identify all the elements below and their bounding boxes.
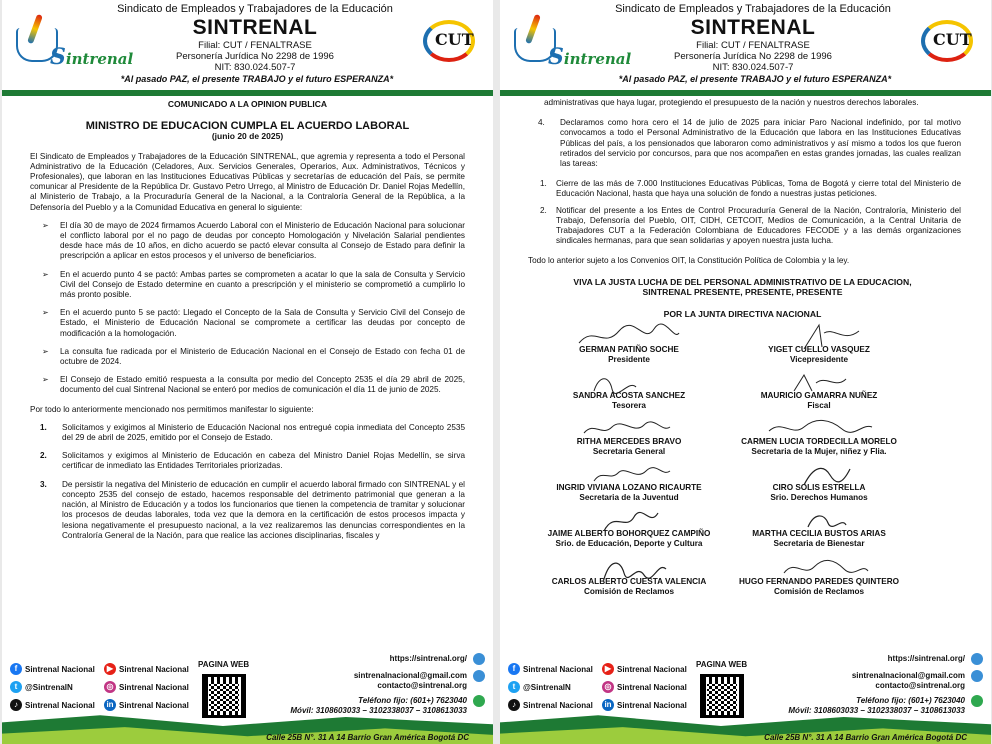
viva-slogan bbox=[524, 277, 961, 298]
viva-line: SINTRENAL PRESENTE, PRESENTE, PRESENTE bbox=[642, 287, 843, 298]
signatory-name: JAIME ALBERTO BOHORQUEZ CAMPIÑO bbox=[547, 528, 711, 538]
document-body bbox=[2, 98, 493, 652]
twitter-icon: t bbox=[508, 681, 520, 693]
instagram-icon: ◎ bbox=[104, 681, 116, 693]
manifest-paragraph: Por todo lo anteriormente mencionado nos permitimos manifestar lo siguiente: bbox=[30, 404, 314, 414]
item-number: 1. bbox=[540, 179, 547, 189]
signatory-name: MARTHA CECILIA BUSTOS ARIAS bbox=[752, 528, 886, 538]
document-page-2 bbox=[500, 0, 991, 744]
numbered-item-text: Solicitamos y exigimos al Ministerio de Educación Nacional nos entregué copia inmediata del Concepto 2535 del 29 de abril de 2025, emitido por el Consejo de Estado. bbox=[62, 422, 465, 443]
list-item-text: En el acuerdo punto 5 se pactó: Llegado el Concepto de la Sala de Consulta y Servicio Civil del Consejo de Estado, el Ministerio de Educación Nacional se compromete a certificar las deudas por concepto de modificación a la homologación. bbox=[60, 308, 465, 338]
numbered-item bbox=[40, 423, 465, 443]
signatory bbox=[534, 437, 724, 457]
signatory-role: Fiscal bbox=[807, 400, 831, 410]
nit: NIT: 830.024.507-7 bbox=[712, 62, 794, 73]
phone-icon bbox=[473, 695, 485, 707]
signatory-name: INGRID VIVIANA LOZANO RICAURTE bbox=[556, 482, 702, 492]
website-url: https://sintrenal.org/ bbox=[389, 654, 467, 663]
signatory-name: CARMEN LUCIA TORDECILLA MORELO bbox=[741, 436, 897, 446]
facebook-link[interactable] bbox=[10, 662, 95, 676]
signatory bbox=[724, 437, 914, 457]
social-label: @SintrenalN bbox=[25, 682, 73, 692]
instagram-icon: ◎ bbox=[602, 681, 614, 693]
list-item bbox=[42, 270, 465, 301]
item-number: 3. bbox=[40, 479, 47, 489]
list-item-text: En el acuerdo punto 4 se pactó: Ambas partes se comprometen a acatar lo que la sala de Consulta y Servicio Civil del Consejo de Estado determine en cuanto a prescripción y el ministerio se comprometió a cumplirlo lo más pronto posible. bbox=[60, 269, 465, 300]
footer bbox=[2, 652, 493, 744]
task-item-text: Cierre de las más de 7.000 Instituciones Educativas Públicas, Toma de Bogotá y cierre total del Ministerio de Educación Nacional, hasta que haya una solución de fondo a nuestras justas peticiones. bbox=[556, 179, 961, 199]
qr-code-icon[interactable] bbox=[700, 674, 744, 718]
address: Calle 25B N°. 31 A 14 Barrio Gran América Bogotá DC bbox=[266, 733, 469, 742]
phone-line bbox=[275, 696, 485, 707]
signatory-name: GERMAN PATIÑO SOCHE bbox=[579, 344, 679, 354]
facebook-icon: f bbox=[10, 663, 22, 675]
signatory bbox=[534, 345, 724, 365]
comunicado-heading: COMUNICADO A LA OPINION PUBLICA bbox=[167, 99, 328, 109]
contact-block bbox=[275, 654, 485, 717]
youtube-link[interactable] bbox=[104, 662, 189, 676]
address: Calle 25B N°. 31 A 14 Barrio Gran América Bogotá DC bbox=[764, 733, 967, 742]
arrow-bullet-icon: ➢ bbox=[42, 375, 49, 385]
youtube-icon: ▶ bbox=[104, 663, 116, 675]
linkedin-link[interactable] bbox=[104, 698, 189, 712]
social-label: Sintrenal Nacional bbox=[523, 664, 593, 674]
brand-name: SINTRENAL bbox=[192, 16, 318, 39]
logo-text: intrenal bbox=[65, 50, 134, 68]
email-link[interactable] bbox=[275, 671, 485, 682]
task-item bbox=[540, 206, 961, 247]
email-icon bbox=[473, 670, 485, 682]
facebook-link[interactable] bbox=[508, 662, 593, 676]
phone-line bbox=[773, 696, 983, 707]
arrow-bullet-icon: ➢ bbox=[42, 220, 49, 230]
logo-text: intrenal bbox=[563, 50, 632, 68]
filial: Filial: CUT / FENALTRASE bbox=[696, 40, 810, 51]
personeria: Personería Jurídica No 2298 de 1996 bbox=[674, 51, 832, 62]
tiktok-icon: ♪ bbox=[508, 699, 520, 711]
signature-scribble bbox=[764, 555, 874, 583]
phone-text: Teléfono fijo: (601+) 7623040 bbox=[358, 695, 467, 705]
signatory-role: Secretaria de Bienestar bbox=[773, 538, 865, 548]
globe-icon bbox=[971, 653, 983, 665]
social-label: Sintrenal Nacional bbox=[119, 682, 189, 692]
email-text: contacto@sintrenal.org bbox=[377, 681, 467, 690]
signature-scribble bbox=[574, 461, 684, 489]
filial: Filial: CUT / FENALTRASE bbox=[198, 40, 312, 51]
signature-scribble bbox=[574, 415, 684, 443]
youtube-link[interactable] bbox=[602, 662, 687, 676]
cut-text: CUT bbox=[435, 30, 474, 49]
signatory bbox=[534, 483, 724, 503]
email-link[interactable] bbox=[773, 671, 983, 682]
pagina-web-label: PAGINA WEB bbox=[696, 660, 748, 669]
list-item-text: La consulta fue radicada por el Ministerio de Educación Nacional en el Consejo de Estado con fecha 01 de octubre de 2024. bbox=[60, 346, 465, 367]
signatory bbox=[724, 577, 914, 597]
list-item bbox=[42, 308, 465, 339]
phone-icon bbox=[971, 695, 983, 707]
logo-letter: S bbox=[50, 44, 66, 70]
signature-block bbox=[514, 323, 961, 625]
numbered-item bbox=[40, 480, 465, 541]
signatory-role: Srio. de Educación, Deporte y Cultura bbox=[555, 538, 703, 548]
signatory-role: Comisión de Reclamos bbox=[583, 586, 675, 596]
signature-scribble bbox=[764, 507, 874, 535]
email-link[interactable] bbox=[275, 681, 485, 692]
motto: *Al pasado PAZ, el presente TRABAJO y el futuro ESPERANZA* bbox=[618, 74, 892, 84]
cut-logo bbox=[913, 12, 983, 68]
tiktok-link[interactable] bbox=[10, 698, 95, 712]
mobile-line bbox=[275, 706, 485, 717]
email-text: sintrenalnacional@gmail.com bbox=[851, 670, 965, 680]
twitter-link[interactable] bbox=[10, 680, 73, 694]
continuation-paragraph: administrativas que haya lugar, protegiendo el presupuesto de la nación y nuestros derechos laborales. bbox=[544, 98, 919, 107]
signatory-role: Srio. Derechos Humanos bbox=[770, 492, 868, 502]
item-number: 2. bbox=[40, 451, 47, 461]
cut-text: CUT bbox=[933, 30, 972, 49]
signature-scribble bbox=[574, 555, 684, 583]
social-label: @SintrenalN bbox=[523, 682, 571, 692]
arrow-bullet-icon: ➢ bbox=[42, 308, 49, 318]
arrow-bullet-icon: ➢ bbox=[42, 269, 49, 279]
email-text: sintrenalnacional@gmail.com bbox=[353, 670, 467, 680]
task-item bbox=[540, 179, 961, 199]
signature-scribble bbox=[574, 369, 684, 397]
motto: *Al pasado PAZ, el presente TRABAJO y el futuro ESPERANZA* bbox=[120, 74, 394, 84]
facebook-icon: f bbox=[508, 663, 520, 675]
signature-scribble bbox=[574, 323, 684, 351]
junta-heading: POR LA JUNTA DIRECTIVA NACIONAL bbox=[663, 308, 822, 319]
signatory-role: Secretaria de la Juventud bbox=[579, 492, 679, 502]
item-number: 1. bbox=[40, 422, 47, 432]
signatory-name: MAURICIO GAMARRA NUÑEZ bbox=[760, 390, 878, 400]
email-icon bbox=[971, 670, 983, 682]
signatory bbox=[534, 529, 724, 549]
instagram-link[interactable] bbox=[602, 680, 687, 694]
social-label: Sintrenal Nacional bbox=[119, 700, 189, 710]
signatory-role: Presidente bbox=[608, 354, 650, 364]
instagram-link[interactable] bbox=[104, 680, 189, 694]
website-link[interactable] bbox=[275, 654, 485, 665]
signature-scribble bbox=[764, 369, 874, 397]
tiktok-icon: ♪ bbox=[10, 699, 22, 711]
signature-scribble bbox=[764, 323, 874, 351]
mobile-line bbox=[773, 706, 983, 717]
signatory bbox=[534, 391, 724, 411]
signatory bbox=[724, 391, 914, 411]
viva-line: VIVA LA JUSTA LUCHA DE DEL PERSONAL ADMINISTRATIVO DE LA EDUCACION, bbox=[573, 276, 912, 287]
signature-scribble bbox=[764, 461, 874, 489]
numbered-item-text: De persistir la negativa del Ministerio de educación en cumplir el acuerdo laboral firmado con SINTRENAL y el concepto 2535 del consejo de estado, hacemos responsable del detrimento patrimonial que generan a la nación, al Ministro de Educación y a todos los funcionarios que tienen la competencia de tramitar y solucionar los procesos de deudas laborales, toda vez que la demora en la certificación de estos procesos impacta y lesiona negativamente el presupuesto nacional, a la vez realizaremos las denuncias correspondientes en la Contraloría General de la Nación, para que realice las acciones disciplinarias, fiscales y bbox=[62, 479, 465, 540]
mobile-text: Móvil: 3108603033 – 3102338037 – 3108613033 bbox=[290, 706, 467, 715]
social-label: Sintrenal Nacional bbox=[617, 682, 687, 692]
numbered-item bbox=[40, 451, 465, 471]
phone-text: Teléfono fijo: (601+) 7623040 bbox=[856, 695, 965, 705]
logo-letter: S bbox=[548, 44, 564, 70]
letterhead bbox=[2, 0, 493, 92]
signatory bbox=[724, 529, 914, 549]
union-name: Sindicato de Empleados y Trabajadores de la Educación bbox=[615, 3, 891, 15]
social-label: Sintrenal Nacional bbox=[617, 664, 687, 674]
twitter-link[interactable] bbox=[508, 680, 571, 694]
letterhead bbox=[500, 0, 991, 92]
list-item-text: El día 30 de mayo de 2024 firmamos Acuerdo Laboral con el Ministerio de Educación Nacional para solucionar el conflicto laboral por el no pago de deudas por concepto Homologación y Nivelación Salarial pendientes desde hace más de 10 años, en dicho acuerdo se pactó elevar consulta al Consejo de Estado para definir la prescripción a aplicar en estos procesos y el universo de beneficiarios. bbox=[60, 220, 465, 261]
closing-paragraph: Todo lo anterior sujeto a los Convenios OIT, la Constitución Política de Colombia y la ley. bbox=[528, 256, 850, 266]
email-text: contacto@sintrenal.org bbox=[875, 681, 965, 690]
signatory bbox=[724, 345, 914, 365]
header-divider bbox=[500, 90, 991, 96]
cut-logo bbox=[415, 12, 485, 68]
contact-block bbox=[773, 654, 983, 717]
header-divider bbox=[2, 90, 493, 96]
numbered-item bbox=[538, 118, 961, 169]
twitter-icon: t bbox=[10, 681, 22, 693]
item-number: 2. bbox=[540, 205, 547, 215]
document-body bbox=[500, 98, 991, 652]
brand-name: SINTRENAL bbox=[690, 16, 816, 39]
signatory-role: Secretaria General bbox=[592, 446, 666, 456]
globe-icon bbox=[473, 653, 485, 665]
signatory-name: HUGO FERNANDO PAREDES QUINTERO bbox=[739, 576, 899, 586]
list-item-text: El Consejo de Estado emitió respuesta a la consulta por medio del Concepto 2535 el día 29 abril de 2025, documento del cual Sintrenal Nacional se enteró por medios de comunicación el día 11 de junio de 2025. bbox=[60, 375, 465, 395]
signatory-name: SANDRA ACOSTA SANCHEZ bbox=[572, 390, 686, 400]
personeria: Personería Jurídica No 2298 de 1996 bbox=[176, 51, 334, 62]
footer bbox=[500, 652, 991, 744]
union-name: Sindicato de Empleados y Trabajadores de la Educación bbox=[117, 3, 393, 15]
website-link[interactable] bbox=[773, 654, 983, 665]
pagina-web-label: PAGINA WEB bbox=[198, 660, 250, 669]
youtube-icon: ▶ bbox=[602, 663, 614, 675]
signatory-name: CIRO SOLIS ESTRELLA bbox=[772, 482, 866, 492]
document-title: MINISTRO DE EDUCACION CUMPLA EL ACUERDO LABORAL bbox=[85, 120, 410, 133]
numbered-item-text: Declaramos como hora cero el 14 de julio de 2025 para iniciar Paro Nacional indefinido, por tal motivo convocamos a todo el Personal Administrativo de la Educación que labora en las Instituciones Educativas Públicas del país, a los pensionados que laboraron como administrativos y así mismo a todos los que fueron retirados del servicio por concursos, para que nos acompañen en estas grandes jornadas, las cuales realizan las tareas: bbox=[560, 118, 961, 169]
intro-paragraph: El Sindicato de Empleados y Trabajadores de la Educación SINTRENAL, que agremia y representa a todo el Personal Administrativo de la Educación (Celadores, Aux. Servicios Generales, Operarios, Aux. Administrativos, Técnicos y Profesionales), que laboran en las Instituciones Educativas Públicas y secretarías de educación del País, se permite comunicar al Presidente de la República Dr. Gustavo Petro Urrego, al Ministro de Educación Dr. Daniel Rojas Medellín, al Ministerio de Trabajo, a la Procuraduría General de la Nacional, a la Contraloría General de la República, a la Defensoría del Pueblo y a la Comunidad Educativa en general lo siguiente: bbox=[30, 151, 465, 212]
social-label: Sintrenal Nacional bbox=[25, 664, 95, 674]
social-label: Sintrenal Nacional bbox=[25, 700, 95, 710]
qr-code-icon[interactable] bbox=[202, 674, 246, 718]
numbered-item-text: Solicitamos y exigimos al Ministerio de Educación en cabeza del Ministro Daniel Rojas Medellín, se sirva certificar de inmediato las Entidades Territoriales priorizadas. bbox=[62, 451, 465, 471]
task-item-text: Notificar del presente a los Entes de Control Procuraduría General de la Nación, Contraloría, Ministerio del Trabajo, Defensoría del Pueblo, OIT, CIDH, CETCOIT, Medios de Comunicación, a la Central Unitaria de Trabajadores CUT a la Federación Colombiana de Educadores FECODE y a las demás organizaciones sindicales hermanas, para que sean solidarias y apoyen nuestra justa lucha. bbox=[556, 205, 961, 246]
signatory-role: Secretaria de la Mujer, niñez y Flia. bbox=[751, 446, 887, 456]
signatory-role: Comisión de Reclamos bbox=[773, 586, 865, 596]
document-page-1 bbox=[2, 0, 493, 744]
signatory-role: Tesorera bbox=[612, 400, 646, 410]
signatory-name: RITHA MERCEDES BRAVO bbox=[576, 436, 682, 446]
signatory bbox=[534, 577, 724, 597]
linkedin-link[interactable] bbox=[602, 698, 687, 712]
signatory bbox=[724, 483, 914, 503]
list-item bbox=[42, 347, 465, 367]
linkedin-icon: in bbox=[602, 699, 614, 711]
signatory-role: Vicepresidente bbox=[789, 354, 849, 364]
signatory-name: YIGET CUELLO VASQUEZ bbox=[768, 344, 870, 354]
mobile-text: Móvil: 3108603033 – 3102338037 – 3108613033 bbox=[788, 706, 965, 715]
social-label: Sintrenal Nacional bbox=[119, 664, 189, 674]
signatory-name: CARLOS ALBERTO CUESTA VALENCIA bbox=[551, 576, 707, 586]
signature-scribble bbox=[764, 415, 874, 443]
tiktok-link[interactable] bbox=[508, 698, 593, 712]
arrow-bullet-icon: ➢ bbox=[42, 346, 49, 356]
item-number: 4. bbox=[538, 118, 545, 128]
nit: NIT: 830.024.507-7 bbox=[214, 62, 296, 73]
list-item bbox=[42, 221, 465, 262]
list-item bbox=[42, 375, 465, 395]
signature-scribble bbox=[574, 507, 684, 535]
linkedin-icon: in bbox=[104, 699, 116, 711]
social-label: Sintrenal Nacional bbox=[523, 700, 593, 710]
social-label: Sintrenal Nacional bbox=[617, 700, 687, 710]
document-date: (junio 20 de 2025) bbox=[211, 131, 284, 142]
website-url: https://sintrenal.org/ bbox=[887, 654, 965, 663]
email-link[interactable] bbox=[773, 681, 983, 692]
